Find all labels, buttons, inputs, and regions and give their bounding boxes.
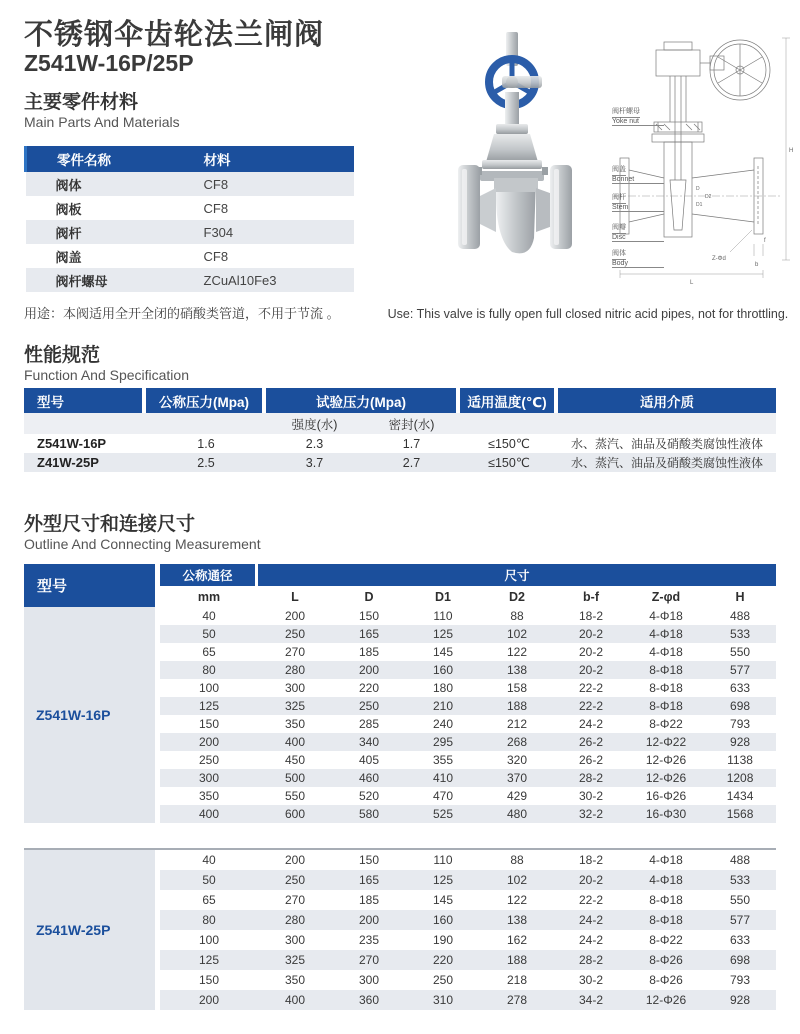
- dim-l: L: [690, 280, 694, 286]
- dim-cell: 165: [332, 625, 406, 643]
- dim-cell: 122: [506, 645, 528, 659]
- dim-cell: 88: [510, 853, 524, 867]
- dim-cell: 310: [406, 990, 480, 1010]
- dim-cell: 160: [406, 910, 480, 930]
- dim-cell: 125: [160, 950, 258, 970]
- dim-cell: 138: [480, 661, 554, 679]
- dim-col-D1: D1: [406, 586, 480, 607]
- dim-cell: 268: [480, 733, 554, 751]
- dim-cell: 633: [729, 933, 751, 947]
- dim-cell: 533: [704, 625, 776, 643]
- dim-cell: 102: [480, 870, 554, 890]
- dim-cell: 20-2: [554, 870, 628, 890]
- dim-cell: 350: [198, 789, 220, 803]
- dim-cell: 20-2: [554, 661, 628, 679]
- dim-cell: 100: [198, 933, 220, 947]
- parts-heading-cn: 主要零件材料: [24, 92, 139, 113]
- spec-table: [24, 388, 776, 472]
- dim-cell: 400: [258, 733, 332, 751]
- dim-cell: 20-2: [554, 625, 628, 643]
- dim-cell: 200: [332, 661, 406, 679]
- dim-cell: 8-Φ26: [628, 950, 704, 970]
- dim-cell: 793: [729, 973, 751, 987]
- dim-cell: 185: [358, 645, 380, 659]
- dim-cell: 250: [432, 973, 454, 987]
- dim-cell: 18-2: [578, 853, 604, 867]
- dim-header-row: [24, 564, 776, 586]
- spec-col-seal: 密封(水): [363, 413, 460, 434]
- spec-medium: 水、蒸汽、油品及硝酸类腐蚀性液体: [570, 437, 763, 451]
- dim-heading-cn: 外型尺寸和连接尺寸: [24, 514, 196, 535]
- dim-cell: 429: [506, 789, 528, 803]
- dim-cell: 370: [480, 769, 554, 787]
- dim-cell: 65: [202, 645, 216, 659]
- part-name: 阀体: [26, 172, 198, 196]
- page-title: 不锈钢伞齿轮法兰闸阀: [24, 19, 325, 51]
- dim-cell: 20-2: [578, 645, 604, 659]
- dim-cell: 400: [160, 805, 258, 823]
- dim-cell: 1138: [727, 753, 753, 767]
- dim-cell: 355: [432, 753, 454, 767]
- dim-cell: 488: [730, 609, 751, 623]
- drawing-label-disc: 阀瓣 Disc: [612, 216, 664, 242]
- dim-cell: 26-2: [554, 733, 628, 751]
- part-material: F304: [198, 220, 354, 244]
- dim-cell: 165: [332, 870, 406, 890]
- parts-row: [26, 172, 354, 196]
- dim-cell: 220: [358, 681, 380, 695]
- dim-cell: 50: [160, 870, 258, 890]
- dim-col-zphid: Z-φd: [628, 586, 704, 607]
- dim-col-H: H: [704, 586, 776, 607]
- dim-cell: 40: [202, 853, 216, 867]
- dim-cell: 928: [704, 990, 776, 1010]
- spec-seal: 1.7: [402, 436, 421, 451]
- dim-cell: 270: [332, 950, 406, 970]
- dim-col-L: L: [258, 586, 332, 607]
- dim-cell: 210: [406, 697, 480, 715]
- dim-cell: 793: [730, 717, 751, 731]
- usage-note-cn: 用途：本阀适用全开全闭的硝酸类管道，不用于节流 。: [24, 306, 340, 321]
- dim-col-mm: mm: [160, 586, 258, 607]
- dim-cell: 28-2: [554, 769, 628, 787]
- dim-cell: 300: [284, 933, 306, 947]
- dim-cell: 8-Φ18: [628, 910, 704, 930]
- dim-cell: 488: [729, 853, 751, 867]
- dim-cell: 80: [160, 661, 258, 679]
- parts-header-row: [26, 146, 354, 172]
- dim-cell: 125: [406, 870, 480, 890]
- dim-cell: 250: [258, 870, 332, 890]
- dim-cell: 100: [198, 681, 220, 695]
- dim-cell: 188: [480, 697, 554, 715]
- dim-cell: 4-Φ18: [628, 625, 704, 643]
- dim-cell: 24-2: [578, 717, 604, 731]
- part-material: CF8: [203, 200, 229, 216]
- dim-cell: 278: [480, 990, 554, 1010]
- dim-cell: 533: [704, 870, 776, 890]
- dim-cell: 8-Φ22: [649, 717, 683, 731]
- dim-cell: 30-2: [578, 973, 604, 987]
- dim-cell: 180: [432, 681, 454, 695]
- dim-cell: 22-2: [578, 893, 604, 907]
- dim-cell: 698: [704, 697, 776, 715]
- dim-cell: 138: [480, 910, 554, 930]
- dim-cell: 550: [284, 789, 306, 803]
- dim-cell: 150: [198, 973, 220, 987]
- dim-row: [24, 850, 776, 870]
- dim-cell: 520: [358, 789, 380, 803]
- dim-cell: 280: [258, 910, 332, 930]
- dim-cell: 22-2: [578, 681, 604, 695]
- dim-cell: 550: [730, 645, 751, 659]
- parts-row: [26, 196, 354, 220]
- dim-section-heading: [24, 514, 261, 553]
- part-material: CF8: [203, 248, 229, 264]
- drawing-label-bonnet: 阀盖 Bonnet: [612, 158, 664, 184]
- dim-cell: 16-Φ26: [645, 789, 687, 803]
- dim-col-model: 型号: [24, 564, 160, 607]
- dim-cell: 145: [432, 893, 454, 907]
- dim-cell: 450: [284, 753, 306, 767]
- dim-cell: 580: [332, 805, 406, 823]
- drawing-label-yoke-nut: 阀杆螺母 Yoke nut: [612, 100, 664, 126]
- part-material: CF8: [198, 172, 354, 196]
- spec-model: Z541W-16P: [37, 436, 107, 451]
- dim-cell: 188: [480, 950, 554, 970]
- dim-cell: 4-Φ18: [649, 853, 683, 867]
- dim-cell: 300: [358, 973, 380, 987]
- dim-cell: 470: [432, 789, 454, 803]
- part-name: 阀板: [55, 201, 82, 217]
- dim-cell: 24-2: [554, 910, 628, 930]
- dim-cell: 250: [258, 625, 332, 643]
- parts-section-heading: [24, 92, 180, 131]
- spec-col-nominal-pressure: 公称压力(Mpa): [146, 388, 266, 413]
- dim-cell: 410: [406, 769, 480, 787]
- dim-cell: 145: [432, 645, 454, 659]
- spec-section-heading: [24, 345, 189, 384]
- dim-cell: 340: [332, 733, 406, 751]
- dim-cell: 218: [506, 973, 528, 987]
- spec-seal: 2.7: [363, 453, 460, 472]
- dim-cell: 460: [332, 769, 406, 787]
- dim-cell: 577: [704, 661, 776, 679]
- dim-cell: 240: [432, 717, 454, 731]
- dim-cell: 200: [284, 609, 306, 623]
- dim-b: b: [755, 262, 759, 268]
- dim-cell: 8-Φ18: [628, 661, 704, 679]
- spec-col-temperature: 适用温度(℃): [460, 388, 558, 413]
- dim-cell: 698: [704, 950, 776, 970]
- dim-cell: 110: [433, 853, 453, 867]
- spec-temperature: ≤150℃: [460, 453, 558, 472]
- dim-d: D: [696, 186, 700, 192]
- dim-d1: D1: [696, 202, 703, 208]
- spec-header-row: [24, 388, 776, 413]
- dim-cell: 4-Φ18: [649, 609, 683, 623]
- part-name: 阀盖: [55, 249, 82, 265]
- dim-cell: 285: [358, 717, 380, 731]
- parts-row: [26, 220, 354, 244]
- dim-cell: 220: [406, 950, 480, 970]
- parts-col-name: 零件名称: [26, 146, 198, 172]
- dim-cell: 300: [284, 681, 306, 695]
- dim-heading-en: Outline And Connecting Measurement: [24, 535, 261, 552]
- dim-cell: 88: [510, 609, 524, 623]
- valve-section-drawing: [612, 30, 796, 288]
- dim-model-label: Z541W-25P: [24, 850, 160, 1010]
- dim-cell: 200: [160, 733, 258, 751]
- dim-cell: 550: [729, 893, 751, 907]
- dim-cell: 22-2: [554, 697, 628, 715]
- dim-cell: 102: [480, 625, 554, 643]
- dim-z-phi-d: Z-Φd: [712, 256, 726, 262]
- dim-cell: 300: [160, 769, 258, 787]
- dim-cell: 18-2: [578, 609, 604, 623]
- spec-row: [24, 434, 776, 453]
- dim-cell: 122: [506, 893, 528, 907]
- dim-cell: 190: [432, 933, 454, 947]
- dim-cell: 80: [160, 910, 258, 930]
- dim-cell: 162: [506, 933, 528, 947]
- dim-cell: 200: [160, 990, 258, 1010]
- dim-h: H: [789, 148, 794, 154]
- dim-model-label: Z541W-16P: [24, 607, 160, 823]
- dim-cell: 928: [704, 733, 776, 751]
- valve-photo: [446, 28, 614, 264]
- dim-cell: 12-Φ26: [645, 753, 687, 767]
- dim-cell: 600: [258, 805, 332, 823]
- dim-cell: 4-Φ18: [649, 645, 683, 659]
- dim-cell: 158: [506, 681, 528, 695]
- spec-heading-cn: 性能规范: [24, 345, 101, 366]
- parts-heading-en: Main Parts And Materials: [24, 113, 180, 130]
- spec-nominal-pressure: 2.5: [146, 453, 266, 472]
- drawing-label-stem: 阀杆 Stem: [612, 186, 664, 212]
- dim-cell: 40: [202, 609, 216, 623]
- dim-cell: 405: [358, 753, 380, 767]
- dim-cell: 65: [202, 893, 216, 907]
- dim-col-D2: D2: [480, 586, 554, 607]
- dim-cell: 160: [406, 661, 480, 679]
- spec-subheader-row: [24, 413, 776, 434]
- dim-cell: 34-2: [554, 990, 628, 1010]
- dim-cell: 270: [284, 645, 306, 659]
- spec-nominal-pressure: 1.6: [197, 436, 215, 451]
- usage-note-en: Use: This valve is fully open full closed nitric acid pipes, not for throttling.: [387, 307, 789, 321]
- spec-strength: 3.7: [266, 453, 363, 472]
- usage-note: [24, 303, 789, 322]
- dim-col-D: D: [332, 586, 406, 607]
- dim-cell: 295: [406, 733, 480, 751]
- dim-col-bf: b-f: [554, 586, 628, 607]
- dim-cell: 325: [258, 697, 332, 715]
- dim-cell: 16-Φ30: [628, 805, 704, 823]
- dim-table-z541w-25p: [24, 848, 776, 1010]
- dim-cell: 250: [198, 753, 220, 767]
- dim-cell: 30-2: [578, 789, 604, 803]
- dim-cell: 8-Φ22: [649, 933, 683, 947]
- part-material: ZCuAl10Fe3: [198, 268, 354, 292]
- dim-cell: 212: [506, 717, 528, 731]
- dim-cell: 24-2: [578, 933, 604, 947]
- dim-cell: 50: [160, 625, 258, 643]
- dim-cell: 8-Φ18: [649, 893, 683, 907]
- dim-cell: 480: [480, 805, 554, 823]
- dim-cell: 400: [258, 990, 332, 1010]
- dim-cell: 110: [433, 609, 453, 623]
- dim-cell: 577: [704, 910, 776, 930]
- dim-cell: 633: [730, 681, 751, 695]
- dim-cell: 1568: [704, 805, 776, 823]
- dim-cell: 270: [284, 893, 306, 907]
- spec-model: Z41W-25P: [24, 453, 146, 472]
- dim-cell: 125: [406, 625, 480, 643]
- parts-materials-table: [24, 146, 354, 292]
- dim-cell: 320: [506, 753, 528, 767]
- dim-cell: 1208: [704, 769, 776, 787]
- dim-cell: 150: [198, 717, 220, 731]
- spec-col-model: 型号: [24, 388, 146, 413]
- dim-cell: 12-Φ22: [628, 733, 704, 751]
- dim-cell: 280: [258, 661, 332, 679]
- spec-strength: 2.3: [305, 436, 324, 451]
- dim-cell: 8-Φ18: [628, 697, 704, 715]
- dim-col-size: 尺寸: [258, 564, 776, 586]
- dim-cell: 1434: [726, 789, 754, 803]
- parts-row: [26, 268, 354, 292]
- dim-cell: 325: [258, 950, 332, 970]
- dim-cell: 500: [258, 769, 332, 787]
- spec-col-test-pressure: 试验压力(Mpa): [266, 388, 460, 413]
- dim-f: f: [764, 238, 766, 244]
- parts-col-material: 材料: [198, 146, 354, 172]
- dim-cell: 8-Φ18: [649, 681, 683, 695]
- spec-temperature: ≤150℃: [488, 437, 530, 451]
- dim-cell: 350: [284, 973, 306, 987]
- drawing-label-body: 阀体 Body: [612, 242, 664, 268]
- dim-cell: 28-2: [554, 950, 628, 970]
- part-name: 阀杆螺母: [26, 268, 198, 292]
- dim-col-dn: 公称通径: [160, 564, 258, 586]
- spec-heading-en: Function And Specification: [24, 366, 189, 383]
- dim-row: [24, 607, 776, 625]
- dim-cell: 350: [284, 717, 306, 731]
- dim-cell: 4-Φ18: [628, 870, 704, 890]
- dim-cell: 32-2: [554, 805, 628, 823]
- spec-col-medium: 适用介质: [558, 388, 776, 413]
- dim-cell: 250: [332, 697, 406, 715]
- dim-cell: 150: [358, 609, 380, 623]
- spec-medium: 水、蒸汽、油品及硝酸类腐蚀性液体: [558, 453, 776, 472]
- dim-cell: 12-Φ26: [628, 769, 704, 787]
- dim-cell: 8-Φ26: [649, 973, 683, 987]
- dim-cell: 235: [358, 933, 380, 947]
- dim-cell: 360: [332, 990, 406, 1010]
- dim-cell: 26-2: [578, 753, 604, 767]
- part-name: 阀杆: [26, 220, 198, 244]
- dim-table-z541w-16p: [24, 564, 776, 823]
- dim-cell: 12-Φ26: [628, 990, 704, 1010]
- dim-cell: 125: [160, 697, 258, 715]
- page-model: Z541W-16P/25P: [24, 50, 194, 76]
- dim-cell: 185: [358, 893, 380, 907]
- spec-col-strength: 强度(水): [266, 413, 363, 434]
- dim-cell: 150: [358, 853, 380, 867]
- parts-row: [26, 244, 354, 268]
- dim-d2: D2: [705, 194, 712, 200]
- spec-row: [24, 453, 776, 472]
- dim-cell: 200: [332, 910, 406, 930]
- dim-cell: 525: [406, 805, 480, 823]
- dim-cell: 200: [284, 853, 306, 867]
